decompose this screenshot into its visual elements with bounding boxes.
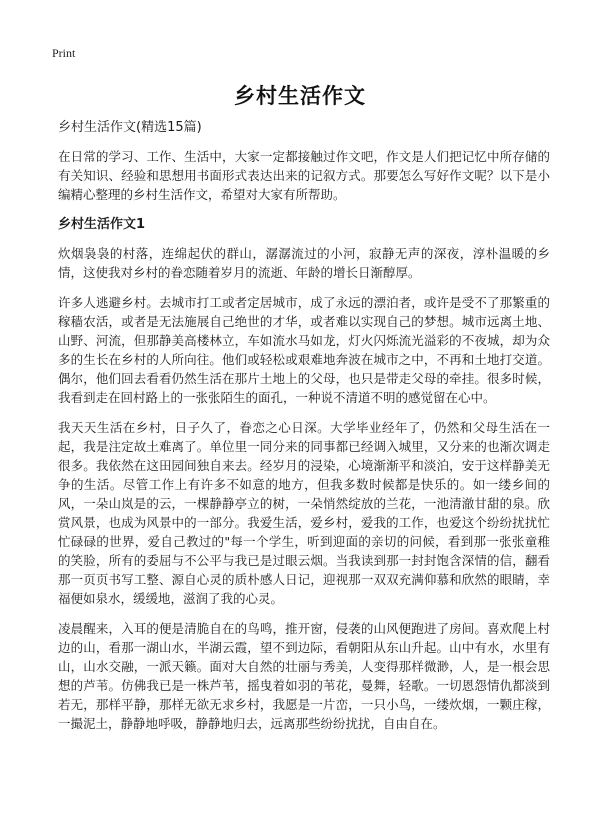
print-link[interactable]: Print: [52, 46, 76, 60]
body-paragraph-2: 许多人逃避乡村。去城市打工或者定居城市，成了永远的漂泊者，或许是受不了那繁重的稼穑农活，或者是无法施展自己绝世的才华，或者难以实现自己的梦想。城市远离土地、山野、河流，但那静美高楼林立，车如流水马如龙，灯火闪烁流光溢彩的不夜城，却为众多的生长在乡村的人所向往。他们或轻松或艰难地奔波在城市之中，不再和土地打交道。偶尔，他们回去看看仍然生活在那片土地上的父母，也只是带走父母的牵挂。很多时候，我看到走在回村路上的一张张陌生的面孔，一种说不清道不明的感觉留在心中。: [58, 295, 550, 405]
section-heading: 乡村生活作文1: [58, 217, 146, 232]
intro-paragraph: 在日常的学习、工作、生活中，大家一定都接触过作文吧，作文是人们把记忆中所存储的有关知识、经验和思想用书面形式表达出来的记叙方式。那要怎么写好作文呢？以下是小编精心整理的乡村生活作文，希望对大家有所帮助。: [58, 149, 550, 202]
article-body: [58, 118, 550, 744]
body-paragraph-3: 我天天生活在乡村，日子久了，眷恋之心日深。大学毕业经年了，仍然和父母生活在一起，我是注定故土难离了。单位里一同分来的同事都已经调入城里，又分来的也渐次调走很多。我依然在这田园间独自来去。经岁月的浸染，心境渐渐平和淡泊，安于这样静美无争的生活。尽管工作上有许多不如意的地方，但我多数时候都是快乐的。如一缕乡间的风，一朵山岚是的云，一棵静静亭立的树，一朵悄然绽放的兰花，一池清澈甘甜的泉。欣赏风景，也成为风景中的一部分。我爱生活，爱乡村，爱我的工作，也爱这个纷纷扰扰忙忙碌碌的世界，爱自己教过的"每一个学生，听到迎面的亲切的问候，看到那一张张童稚的笑脸，所有的委屈与不公平与我已是过眼云烟。当我读到那一封封饱含深情的信，翻看那一页页书写工整、源自心灵的质朴感人日记，迎视那一双双充满仰慕和欣然的眼睛，幸福便如泉水，缓缓地，滋润了我的心灵。: [58, 420, 550, 606]
body-paragraph-4: 凌晨醒来，入耳的便是清脆自在的鸟鸣，推开窗，侵袭的山风便跑进了房间。喜欢爬上村边的山，看那一湖山水，半湖云霞，望不到边际，看朝阳从东山升起。山中有水，水里有山，山水交融，一派天籁。面对大自然的壮丽与秀美，人变得那样微渺，人，是一根会思想的芦苇。仿佛我已是一株芦苇，摇曳着如羽的苇花，曼舞，轻歌。一切恩怨情仇都淡到若无，那样平静，那样无欲无求乡村，我愿是一片峦，一只小鸟，一缕炊烟，一颗庄稼，一撮泥土，静静地呼吸，静静地归去，远离那些纷纷扰扰，自由自在。: [58, 621, 550, 731]
page-title: 乡村生活作文: [234, 84, 366, 108]
body-paragraph-1: 炊烟袅袅的村落，连绵起伏的群山，潺潺流过的小河，寂静无声的深夜，淳朴温暖的乡情，这使我对乡村的眷恋随着岁月的流逝、年龄的增长日渐醇厚。: [58, 246, 550, 280]
article-subtitle: 乡村生活作文(精选15篇): [58, 120, 202, 135]
